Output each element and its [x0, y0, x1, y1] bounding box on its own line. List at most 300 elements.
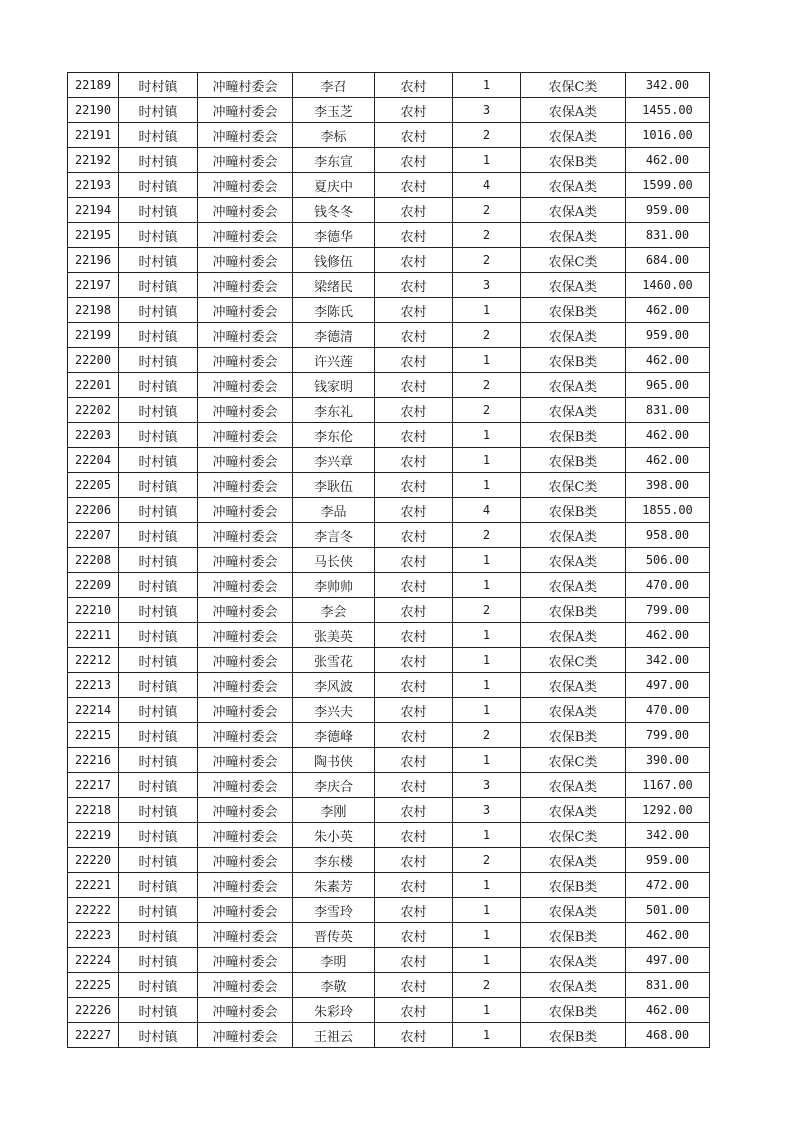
cell-id: 22201	[68, 373, 119, 398]
cell-town: 时村镇	[119, 198, 198, 223]
cell-category: 农保A类	[521, 898, 626, 923]
cell-count: 2	[453, 723, 521, 748]
cell-id: 22214	[68, 698, 119, 723]
cell-amount: 831.00	[626, 973, 710, 998]
cell-name: 李帅帅	[293, 573, 375, 598]
cell-town: 时村镇	[119, 648, 198, 673]
cell-area: 农村	[375, 898, 453, 923]
cell-category: 农保A类	[521, 973, 626, 998]
cell-amount: 472.00	[626, 873, 710, 898]
cell-area: 农村	[375, 248, 453, 273]
cell-amount: 342.00	[626, 823, 710, 848]
cell-town: 时村镇	[119, 998, 198, 1023]
cell-amount: 470.00	[626, 573, 710, 598]
table-row	[68, 298, 710, 323]
cell-amount: 390.00	[626, 748, 710, 773]
table-row	[68, 898, 710, 923]
cell-town: 时村镇	[119, 973, 198, 998]
cell-category: 农保A类	[521, 223, 626, 248]
cell-area: 农村	[375, 598, 453, 623]
cell-town: 时村镇	[119, 573, 198, 598]
cell-committee: 冲疃村委会	[198, 423, 293, 448]
cell-id: 22193	[68, 173, 119, 198]
cell-name: 李东楼	[293, 848, 375, 873]
table-row	[68, 323, 710, 348]
cell-amount: 958.00	[626, 523, 710, 548]
cell-area: 农村	[375, 698, 453, 723]
cell-name: 李明	[293, 948, 375, 973]
cell-committee: 冲疃村委会	[198, 598, 293, 623]
cell-id: 22204	[68, 448, 119, 473]
cell-name: 李会	[293, 598, 375, 623]
cell-area: 农村	[375, 923, 453, 948]
cell-count: 1	[453, 473, 521, 498]
cell-amount: 799.00	[626, 598, 710, 623]
cell-amount: 831.00	[626, 223, 710, 248]
cell-amount: 462.00	[626, 448, 710, 473]
cell-amount: 342.00	[626, 648, 710, 673]
cell-town: 时村镇	[119, 948, 198, 973]
cell-count: 1	[453, 448, 521, 473]
cell-id: 22211	[68, 623, 119, 648]
cell-name: 李德峰	[293, 723, 375, 748]
cell-id: 22220	[68, 848, 119, 873]
cell-category: 农保C类	[521, 748, 626, 773]
cell-committee: 冲疃村委会	[198, 298, 293, 323]
cell-id: 22195	[68, 223, 119, 248]
cell-town: 时村镇	[119, 698, 198, 723]
cell-committee: 冲疃村委会	[198, 73, 293, 98]
cell-area: 农村	[375, 73, 453, 98]
cell-committee: 冲疃村委会	[198, 198, 293, 223]
cell-area: 农村	[375, 673, 453, 698]
cell-id: 22198	[68, 298, 119, 323]
table-row	[68, 948, 710, 973]
cell-id: 22203	[68, 423, 119, 448]
table-row	[68, 748, 710, 773]
cell-area: 农村	[375, 148, 453, 173]
cell-count: 1	[453, 648, 521, 673]
cell-area: 农村	[375, 448, 453, 473]
cell-town: 时村镇	[119, 398, 198, 423]
cell-committee: 冲疃村委会	[198, 348, 293, 373]
cell-count: 1	[453, 573, 521, 598]
cell-count: 3	[453, 798, 521, 823]
cell-count: 4	[453, 498, 521, 523]
cell-committee: 冲疃村委会	[198, 723, 293, 748]
table-row	[68, 623, 710, 648]
cell-area: 农村	[375, 648, 453, 673]
cell-count: 1	[453, 73, 521, 98]
cell-count: 1	[453, 898, 521, 923]
cell-id: 22225	[68, 973, 119, 998]
table-row	[68, 523, 710, 548]
cell-committee: 冲疃村委会	[198, 398, 293, 423]
cell-category: 农保A类	[521, 373, 626, 398]
cell-amount: 1016.00	[626, 123, 710, 148]
cell-area: 农村	[375, 848, 453, 873]
cell-town: 时村镇	[119, 373, 198, 398]
cell-count: 2	[453, 848, 521, 873]
table-row	[68, 248, 710, 273]
cell-count: 1	[453, 298, 521, 323]
cell-area: 农村	[375, 723, 453, 748]
cell-category: 农保A类	[521, 798, 626, 823]
records-table	[67, 72, 710, 1048]
cell-id: 22215	[68, 723, 119, 748]
cell-id: 22200	[68, 348, 119, 373]
cell-category: 农保A类	[521, 773, 626, 798]
cell-count: 2	[453, 523, 521, 548]
cell-committee: 冲疃村委会	[198, 98, 293, 123]
cell-amount: 799.00	[626, 723, 710, 748]
cell-id: 22202	[68, 398, 119, 423]
cell-amount: 497.00	[626, 673, 710, 698]
cell-town: 时村镇	[119, 823, 198, 848]
cell-committee: 冲疃村委会	[198, 898, 293, 923]
cell-amount: 959.00	[626, 848, 710, 873]
cell-town: 时村镇	[119, 923, 198, 948]
cell-category: 农保A类	[521, 548, 626, 573]
cell-committee: 冲疃村委会	[198, 973, 293, 998]
cell-town: 时村镇	[119, 523, 198, 548]
cell-count: 2	[453, 123, 521, 148]
cell-category: 农保A类	[521, 123, 626, 148]
cell-category: 农保B类	[521, 298, 626, 323]
cell-count: 1	[453, 673, 521, 698]
cell-count: 1	[453, 623, 521, 648]
cell-category: 农保B类	[521, 1023, 626, 1048]
cell-category: 农保B类	[521, 923, 626, 948]
cell-id: 22197	[68, 273, 119, 298]
cell-count: 2	[453, 398, 521, 423]
cell-amount: 462.00	[626, 148, 710, 173]
table-row	[68, 798, 710, 823]
cell-category: 农保B类	[521, 348, 626, 373]
cell-town: 时村镇	[119, 223, 198, 248]
cell-id: 22221	[68, 873, 119, 898]
cell-amount: 831.00	[626, 398, 710, 423]
cell-town: 时村镇	[119, 298, 198, 323]
cell-name: 钱家明	[293, 373, 375, 398]
cell-amount: 1167.00	[626, 773, 710, 798]
cell-name: 马长侠	[293, 548, 375, 573]
cell-town: 时村镇	[119, 673, 198, 698]
cell-town: 时村镇	[119, 273, 198, 298]
cell-count: 1	[453, 348, 521, 373]
cell-area: 农村	[375, 823, 453, 848]
cell-count: 2	[453, 598, 521, 623]
cell-committee: 冲疃村委会	[198, 573, 293, 598]
cell-committee: 冲疃村委会	[198, 323, 293, 348]
cell-count: 2	[453, 323, 521, 348]
cell-category: 农保B类	[521, 998, 626, 1023]
cell-town: 时村镇	[119, 898, 198, 923]
table-row	[68, 1023, 710, 1048]
cell-id: 22226	[68, 998, 119, 1023]
cell-category: 农保C类	[521, 73, 626, 98]
table-row	[68, 473, 710, 498]
cell-amount: 959.00	[626, 198, 710, 223]
cell-amount: 462.00	[626, 923, 710, 948]
cell-name: 钱修伍	[293, 248, 375, 273]
table-row	[68, 698, 710, 723]
cell-id: 22190	[68, 98, 119, 123]
table-row	[68, 148, 710, 173]
cell-area: 农村	[375, 748, 453, 773]
cell-committee: 冲疃村委会	[198, 148, 293, 173]
cell-count: 3	[453, 273, 521, 298]
cell-amount: 468.00	[626, 1023, 710, 1048]
cell-committee: 冲疃村委会	[198, 848, 293, 873]
cell-committee: 冲疃村委会	[198, 1023, 293, 1048]
cell-id: 22224	[68, 948, 119, 973]
cell-name: 张美英	[293, 623, 375, 648]
cell-name: 李敬	[293, 973, 375, 998]
cell-category: 农保A类	[521, 673, 626, 698]
cell-count: 1	[453, 698, 521, 723]
table-row	[68, 173, 710, 198]
cell-area: 农村	[375, 623, 453, 648]
cell-town: 时村镇	[119, 1023, 198, 1048]
table-row	[68, 598, 710, 623]
cell-town: 时村镇	[119, 473, 198, 498]
cell-committee: 冲疃村委会	[198, 948, 293, 973]
cell-amount: 462.00	[626, 348, 710, 373]
cell-amount: 462.00	[626, 423, 710, 448]
cell-area: 农村	[375, 173, 453, 198]
cell-area: 农村	[375, 798, 453, 823]
cell-committee: 冲疃村委会	[198, 873, 293, 898]
cell-count: 2	[453, 973, 521, 998]
cell-town: 时村镇	[119, 723, 198, 748]
cell-category: 农保A类	[521, 948, 626, 973]
cell-name: 朱彩玲	[293, 998, 375, 1023]
cell-name: 李东宣	[293, 148, 375, 173]
cell-count: 2	[453, 198, 521, 223]
cell-name: 朱素芳	[293, 873, 375, 898]
cell-id: 22206	[68, 498, 119, 523]
cell-area: 农村	[375, 948, 453, 973]
cell-category: 农保B类	[521, 723, 626, 748]
cell-area: 农村	[375, 198, 453, 223]
cell-committee: 冲疃村委会	[198, 173, 293, 198]
table-row	[68, 723, 710, 748]
cell-town: 时村镇	[119, 548, 198, 573]
table-row	[68, 198, 710, 223]
cell-amount: 965.00	[626, 373, 710, 398]
cell-town: 时村镇	[119, 323, 198, 348]
table-row	[68, 648, 710, 673]
cell-category: 农保A类	[521, 398, 626, 423]
table-row	[68, 98, 710, 123]
cell-id: 22216	[68, 748, 119, 773]
cell-committee: 冲疃村委会	[198, 498, 293, 523]
cell-category: 农保B类	[521, 873, 626, 898]
cell-name: 李雪玲	[293, 898, 375, 923]
cell-count: 1	[453, 998, 521, 1023]
cell-name: 李风波	[293, 673, 375, 698]
cell-id: 22222	[68, 898, 119, 923]
table-row	[68, 848, 710, 873]
table-row	[68, 373, 710, 398]
cell-area: 农村	[375, 423, 453, 448]
cell-area: 农村	[375, 398, 453, 423]
cell-count: 1	[453, 423, 521, 448]
cell-count: 1	[453, 823, 521, 848]
cell-town: 时村镇	[119, 448, 198, 473]
cell-committee: 冲疃村委会	[198, 798, 293, 823]
table-row	[68, 398, 710, 423]
cell-area: 农村	[375, 1023, 453, 1048]
cell-committee: 冲疃村委会	[198, 748, 293, 773]
cell-amount: 1455.00	[626, 98, 710, 123]
cell-committee: 冲疃村委会	[198, 698, 293, 723]
cell-category: 农保A类	[521, 273, 626, 298]
cell-committee: 冲疃村委会	[198, 998, 293, 1023]
cell-area: 农村	[375, 298, 453, 323]
cell-area: 农村	[375, 873, 453, 898]
cell-count: 2	[453, 373, 521, 398]
cell-count: 1	[453, 923, 521, 948]
cell-id: 22210	[68, 598, 119, 623]
cell-amount: 506.00	[626, 548, 710, 573]
table-row	[68, 223, 710, 248]
cell-count: 1	[453, 748, 521, 773]
cell-id: 22208	[68, 548, 119, 573]
cell-name: 朱小英	[293, 823, 375, 848]
table-row	[68, 823, 710, 848]
cell-name: 李陈氏	[293, 298, 375, 323]
cell-town: 时村镇	[119, 73, 198, 98]
cell-name: 李言冬	[293, 523, 375, 548]
table-row	[68, 923, 710, 948]
cell-category: 农保B类	[521, 498, 626, 523]
table-body	[68, 73, 710, 1048]
cell-name: 李刚	[293, 798, 375, 823]
cell-count: 3	[453, 773, 521, 798]
cell-category: 农保C类	[521, 823, 626, 848]
cell-amount: 462.00	[626, 298, 710, 323]
cell-category: 农保A类	[521, 198, 626, 223]
cell-name: 李东礼	[293, 398, 375, 423]
cell-amount: 462.00	[626, 998, 710, 1023]
cell-name: 李品	[293, 498, 375, 523]
cell-area: 农村	[375, 473, 453, 498]
cell-town: 时村镇	[119, 248, 198, 273]
cell-amount: 501.00	[626, 898, 710, 923]
cell-name: 李庆合	[293, 773, 375, 798]
cell-amount: 497.00	[626, 948, 710, 973]
cell-name: 李东伦	[293, 423, 375, 448]
cell-area: 农村	[375, 973, 453, 998]
cell-amount: 959.00	[626, 323, 710, 348]
cell-category: 农保A类	[521, 173, 626, 198]
cell-committee: 冲疃村委会	[198, 448, 293, 473]
cell-amount: 470.00	[626, 698, 710, 723]
cell-area: 农村	[375, 498, 453, 523]
cell-town: 时村镇	[119, 773, 198, 798]
cell-count: 1	[453, 873, 521, 898]
cell-amount: 1460.00	[626, 273, 710, 298]
cell-amount: 1292.00	[626, 798, 710, 823]
cell-committee: 冲疃村委会	[198, 473, 293, 498]
cell-id: 22207	[68, 523, 119, 548]
cell-area: 农村	[375, 348, 453, 373]
cell-name: 王祖云	[293, 1023, 375, 1048]
cell-committee: 冲疃村委会	[198, 373, 293, 398]
cell-name: 李标	[293, 123, 375, 148]
cell-amount: 462.00	[626, 623, 710, 648]
cell-id: 22192	[68, 148, 119, 173]
cell-id: 22209	[68, 573, 119, 598]
table-row	[68, 873, 710, 898]
table-row	[68, 973, 710, 998]
cell-area: 农村	[375, 773, 453, 798]
cell-amount: 1599.00	[626, 173, 710, 198]
cell-category: 农保A类	[521, 573, 626, 598]
cell-town: 时村镇	[119, 98, 198, 123]
cell-category: 农保C类	[521, 473, 626, 498]
table-row	[68, 273, 710, 298]
cell-committee: 冲疃村委会	[198, 523, 293, 548]
cell-count: 3	[453, 98, 521, 123]
cell-category: 农保B类	[521, 148, 626, 173]
cell-amount: 342.00	[626, 73, 710, 98]
cell-category: 农保A类	[521, 698, 626, 723]
cell-name: 钱冬冬	[293, 198, 375, 223]
cell-area: 农村	[375, 573, 453, 598]
cell-name: 李德清	[293, 323, 375, 348]
cell-name: 李玉芝	[293, 98, 375, 123]
cell-category: 农保A类	[521, 623, 626, 648]
cell-count: 1	[453, 1023, 521, 1048]
table-row	[68, 773, 710, 798]
cell-committee: 冲疃村委会	[198, 273, 293, 298]
cell-name: 梁绪民	[293, 273, 375, 298]
cell-name: 陶书侠	[293, 748, 375, 773]
cell-id: 22217	[68, 773, 119, 798]
cell-name: 夏庆中	[293, 173, 375, 198]
table-row	[68, 573, 710, 598]
cell-committee: 冲疃村委会	[198, 548, 293, 573]
cell-committee: 冲疃村委会	[198, 248, 293, 273]
cell-id: 22212	[68, 648, 119, 673]
cell-count: 2	[453, 248, 521, 273]
cell-amount: 1855.00	[626, 498, 710, 523]
cell-count: 1	[453, 548, 521, 573]
cell-town: 时村镇	[119, 498, 198, 523]
cell-committee: 冲疃村委会	[198, 673, 293, 698]
cell-name: 许兴莲	[293, 348, 375, 373]
cell-id: 22194	[68, 198, 119, 223]
cell-area: 农村	[375, 998, 453, 1023]
cell-category: 农保A类	[521, 323, 626, 348]
cell-category: 农保B类	[521, 448, 626, 473]
cell-town: 时村镇	[119, 848, 198, 873]
cell-category: 农保A类	[521, 98, 626, 123]
cell-area: 农村	[375, 523, 453, 548]
cell-area: 农村	[375, 98, 453, 123]
cell-town: 时村镇	[119, 873, 198, 898]
cell-committee: 冲疃村委会	[198, 823, 293, 848]
cell-area: 农村	[375, 123, 453, 148]
cell-town: 时村镇	[119, 423, 198, 448]
cell-town: 时村镇	[119, 173, 198, 198]
table-row	[68, 673, 710, 698]
cell-category: 农保C类	[521, 648, 626, 673]
cell-town: 时村镇	[119, 623, 198, 648]
